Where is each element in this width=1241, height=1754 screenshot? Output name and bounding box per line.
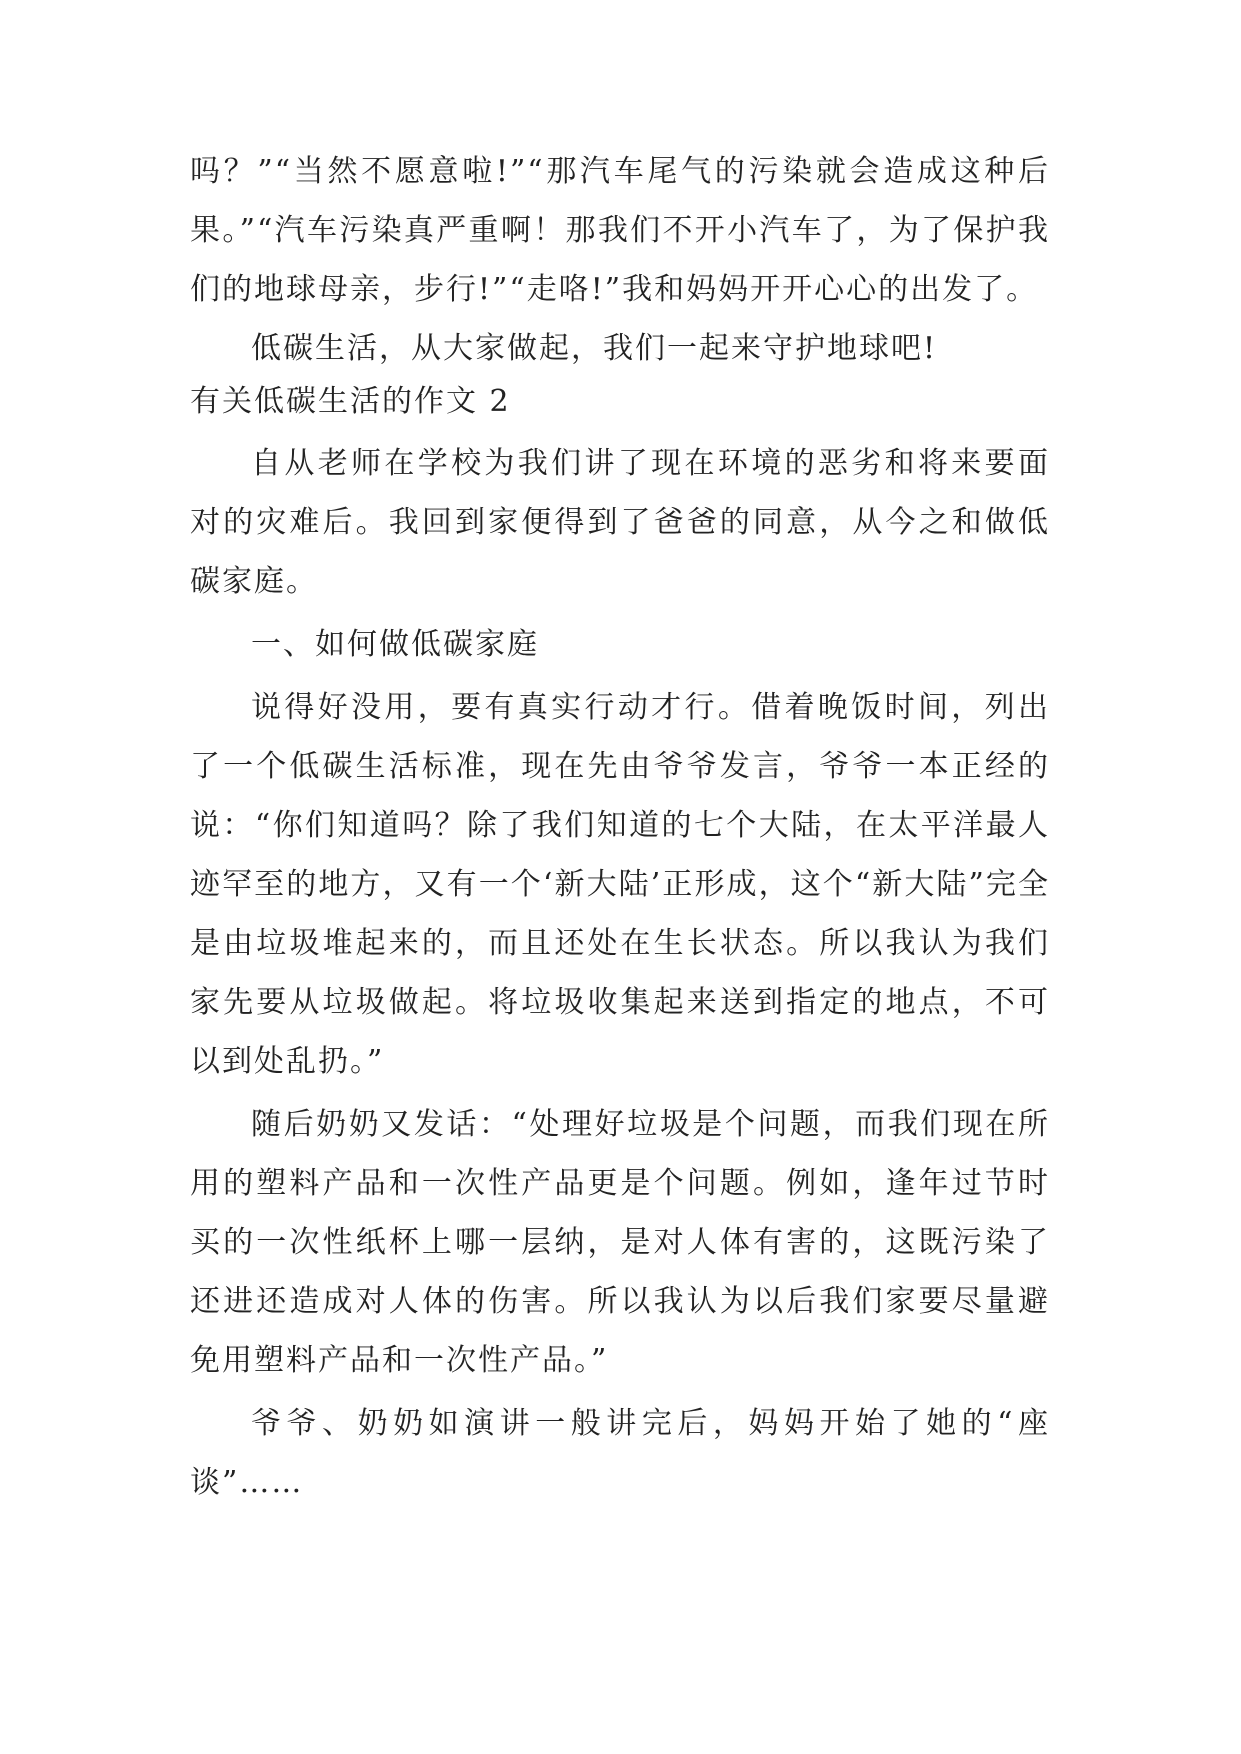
- paragraph-dialogue-ending: 吗？”“当然不愿意啦!”“那汽车尾气的污染就会造成这种后果。”“汽车污染真严重啊！那我们不开小汽车了，为了保护我们的地球母亲，步行!”“走咯!”我和妈妈开开心心的出发了。: [190, 154, 1050, 307]
- paragraph-teacher-lesson: 自从老师在学校为我们讲了现在环境的恶劣和将来要面对的灾难后。我回到家便得到了爸爸的同意，从今之和做低碳家庭。: [190, 446, 1050, 599]
- section-heading: 一、如何做低碳家庭: [251, 627, 539, 662]
- paragraph-grandma-speech: 随后奶奶又发话：“处理好垃圾是个问题，而我们现在所用的塑料产品和一次性产品更是个问题。例如，逢年过节时买的一次性纸杯上哪一层纳，是对人体有害的，这既污染了还进还造成对人体的伤害。所以我认为以后我们家要尽量避免用塑料产品和一次性产品。”: [190, 1107, 1050, 1378]
- essay-title: 有关低碳生活的作文 2: [190, 384, 511, 419]
- paragraph-low-carbon-call: 低碳生活，从大家做起，我们一起来守护地球吧!: [251, 331, 938, 366]
- paragraph-mother-talk: 爷爷、奶奶如演讲一般讲完后，妈妈开始了她的“座谈”……: [190, 1406, 1050, 1500]
- document-body: [190, 142, 1050, 1512]
- paragraph-grandpa-speech: 说得好没用，要有真实行动才行。借着晚饭时间，列出了一个低碳生活标准，现在先由爷爷发言，爷爷一本正经的说：“你们知道吗？除了我们知道的七个大陆，在太平洋最人迹罕至的地方，又有一个‘新大陆’正形成，这个“新大陆”完全是由垃圾堆起来的，而且还处在生长状态。所以我认为我们家先要从垃圾做起。将垃圾收集起来送到指定的地点，不可以到处乱扔。”: [190, 690, 1050, 1079]
